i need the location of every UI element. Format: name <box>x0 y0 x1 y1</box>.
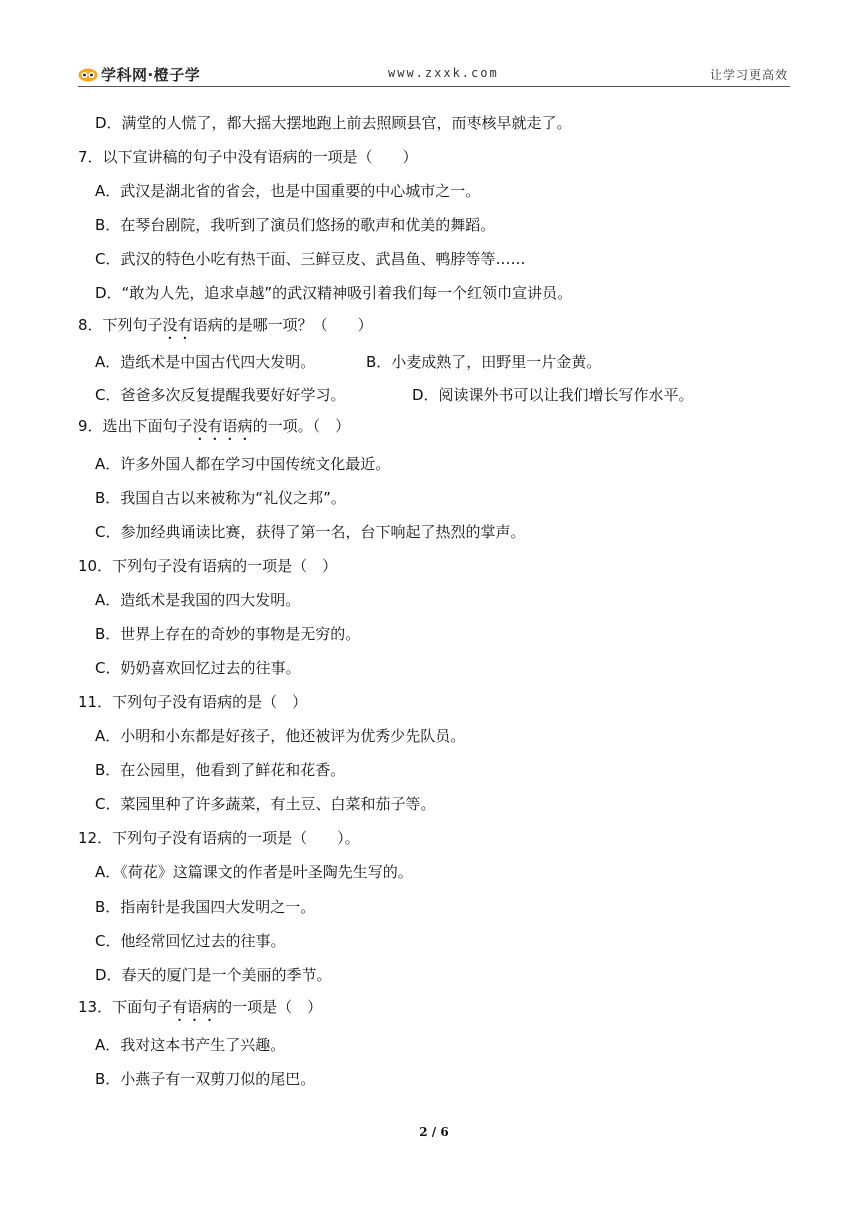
page-header <box>78 62 790 87</box>
question-11: 11．下列句子没有语病的是（ ） <box>78 693 308 711</box>
q9-option-b: B．我国自古以来被称为“礼仪之邦”。 <box>95 489 346 507</box>
question-8 <box>78 315 373 343</box>
q6-option-d: D．满堂的人慌了，都大摇大摆地跑上前去照顾县官，而枣核早就走了。 <box>95 114 572 132</box>
q13-emphasis: 有语病 <box>172 998 218 1016</box>
owl-logo-icon <box>78 68 98 82</box>
q10-option-a: A．造纸术是我国的四大发明。 <box>95 591 301 609</box>
question-9 <box>78 416 350 444</box>
q8-option-c: C．爸爸多次反复提醒我要好好学习。 <box>95 386 346 404</box>
q13-option-b: B．小燕子有一双剪刀似的尾巴。 <box>95 1070 316 1088</box>
site-url: www.zxxk.com <box>388 66 499 80</box>
q13-text-end: 的一项是（ ） <box>217 998 323 1016</box>
question-7: 7．以下宣讲稿的句子中没有语病的一项是（ ） <box>78 148 418 166</box>
q8-option-d: D．阅读课外书可以让我们增长写作水平。 <box>412 386 694 404</box>
q9-option-a: A．许多外国人都在学习中国传统文化最近。 <box>95 455 391 473</box>
q8-option-a: A．造纸术是中国古代四大发明。 <box>95 353 316 371</box>
question-10: 10．下列句子没有语病的一项是（ ） <box>78 557 338 575</box>
q11-option-b: B．在公园里，他看到了鲜花和花香。 <box>95 761 346 779</box>
q10-option-b: B．世界上存在的奇妙的事物是无穷的。 <box>95 625 361 643</box>
q8-text-start: 8．下列句子 <box>78 316 163 334</box>
q7-option-d: D．“敢为人先，追求卓越”的武汉精神吸引着我们每一个红领巾宣讲员。 <box>95 284 573 302</box>
q8-option-b: B．小麦成熟了，田野里一片金黄。 <box>366 353 602 371</box>
page-number: 2 / 6 <box>419 1125 449 1139</box>
q9-option-c: C．参加经典诵读比赛，获得了第一名，台下响起了热烈的掌声。 <box>95 523 526 541</box>
q13-text-start: 13．下面句子 <box>78 998 173 1016</box>
question-13 <box>78 997 322 1025</box>
q7-option-c: C．武汉的特色小吃有热干面、三鲜豆皮、武昌鱼、鸭脖等等…… <box>95 250 526 268</box>
q11-option-a: A．小明和小东都是好孩子，他还被评为优秀少先队员。 <box>95 727 466 745</box>
q8-emphasis: 没有 <box>162 316 193 334</box>
q12-option-d: D．春天的厦门是一个美丽的季节。 <box>95 966 332 984</box>
q13-option-a: A．我对这本书产生了兴趣。 <box>95 1036 286 1054</box>
slogan: 让学习更高效 <box>709 68 788 82</box>
q8-text-end: 语病的是哪一项？（ ） <box>192 316 373 334</box>
q12-option-b: B．指南针是我国四大发明之一。 <box>95 898 316 916</box>
q7-option-b: B．在琴台剧院，我听到了演员们悠扬的歌声和优美的舞蹈。 <box>95 216 496 234</box>
q9-text-start: 9．选出下面句子 <box>78 417 193 435</box>
brand-name: 学科网·橙子学 <box>101 66 201 84</box>
q7-option-a: A．武汉是湖北省的省会，也是中国重要的中心城市之一。 <box>95 182 481 200</box>
q11-option-c: C．菜园里种了许多蔬菜，有土豆、白菜和茄子等。 <box>95 795 436 813</box>
q12-option-a: A．《荷花》这篇课文的作者是叶圣陶先生写的。 <box>95 863 413 881</box>
q9-emphasis: 没有语病 <box>192 417 253 435</box>
q10-option-c: C．奶奶喜欢回忆过去的往事。 <box>95 659 301 677</box>
question-12: 12．下列句子没有语病的一项是（ ）。 <box>78 829 360 847</box>
q12-option-c: C．他经常回忆过去的往事。 <box>95 932 286 950</box>
q9-text-end: 的一项。（ ） <box>252 417 351 435</box>
logo <box>78 64 200 85</box>
